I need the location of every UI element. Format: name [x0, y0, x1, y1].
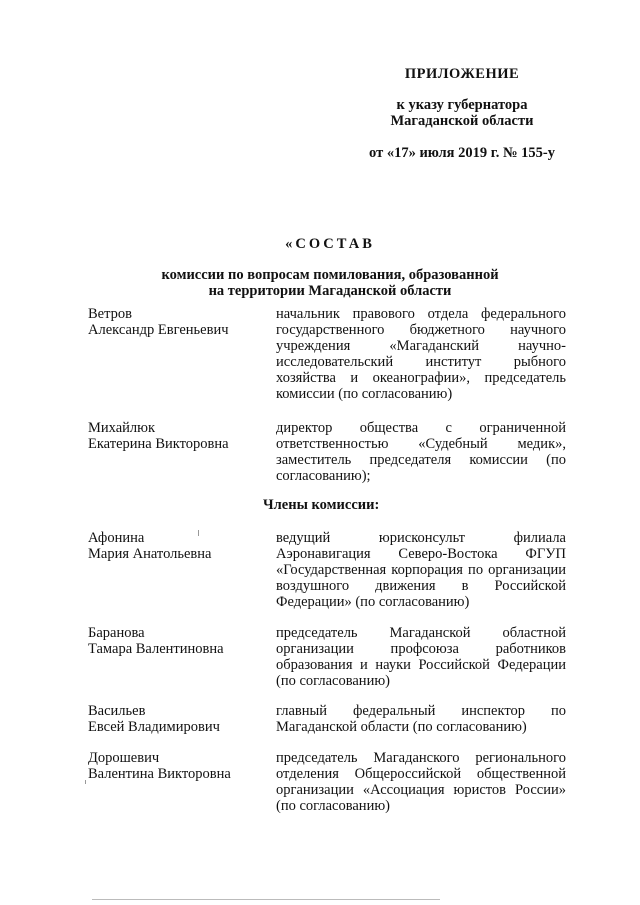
person-surname: Ветров [88, 306, 132, 322]
heading-subtitle-line2: на территории Магаданской области [208, 283, 452, 299]
person-name [88, 420, 263, 452]
person-role: председатель Магаданской областной организации профсоюза работников образования и науки Российской Федерации (по согласованию) [276, 625, 566, 689]
members-heading: Члены комиссии: [263, 497, 380, 513]
person-name [88, 306, 263, 338]
person-role: ведущий юрисконсульт филиала Аэронавигация Северо-Востока ФГУП «Государственная корпорация по организации воздушного движения в Российской Федерации» (по согласованию) [276, 530, 566, 610]
person-surname: Афонина [88, 530, 145, 546]
appendix-title: ПРИЛОЖЕНИЕ [404, 66, 520, 82]
person-role: председатель Магаданского регионального отделения Общероссийской общественной организации «Ассоциация юристов России» (по согласованию) [276, 750, 566, 814]
person-surname: Михайлюк [88, 420, 156, 436]
appendix-basis [330, 97, 594, 129]
person-surname: Васильев [88, 703, 146, 719]
person-surname: Дорошевич [88, 750, 160, 766]
person-name [88, 625, 263, 657]
person-role: директор общества с ограниченной ответственностью «Судебный медик», заместитель председателя комиссии (по согласованию); [276, 420, 566, 484]
person-given-names: Тамара Валентиновна [88, 641, 224, 657]
person-given-names: Александр Евгеньевич [88, 322, 229, 338]
person-given-names: Мария Анатольевна [88, 546, 212, 562]
appendix-date: от «17» июля 2019 г. № 155-у [369, 145, 555, 161]
person-name [88, 703, 263, 735]
person-name [88, 750, 263, 782]
person-given-names: Валентина Викторовна [88, 766, 231, 782]
person-surname: Баранова [88, 625, 145, 641]
appendix-basis-line2: Магаданской области [390, 113, 534, 129]
heading-title: «СОСТАВ [285, 236, 375, 252]
person-given-names: Евсей Владимирович [88, 719, 220, 735]
heading-subtitle-line1: комиссии по вопросам помилования, образованной [161, 267, 499, 283]
person-name [88, 530, 263, 562]
person-role: начальник правового отдела федерального государственного бюджетного научного учреждения «Магаданский научно-исследовательский институт рыбного хозяйства и океанографии», председатель комиссии (по согласованию) [276, 306, 566, 402]
person-role: главный федеральный инспектор по Магаданской области (по согласованию) [276, 703, 566, 735]
document-heading [130, 236, 530, 299]
scan-speck [85, 780, 86, 784]
scan-speck [198, 530, 199, 536]
scan-edge-line [92, 899, 440, 900]
appendix-basis-line1: к указу губернатора [396, 97, 528, 113]
person-given-names: Екатерина Викторовна [88, 436, 229, 452]
appendix-block [330, 66, 594, 161]
heading-subtitle [130, 267, 530, 299]
